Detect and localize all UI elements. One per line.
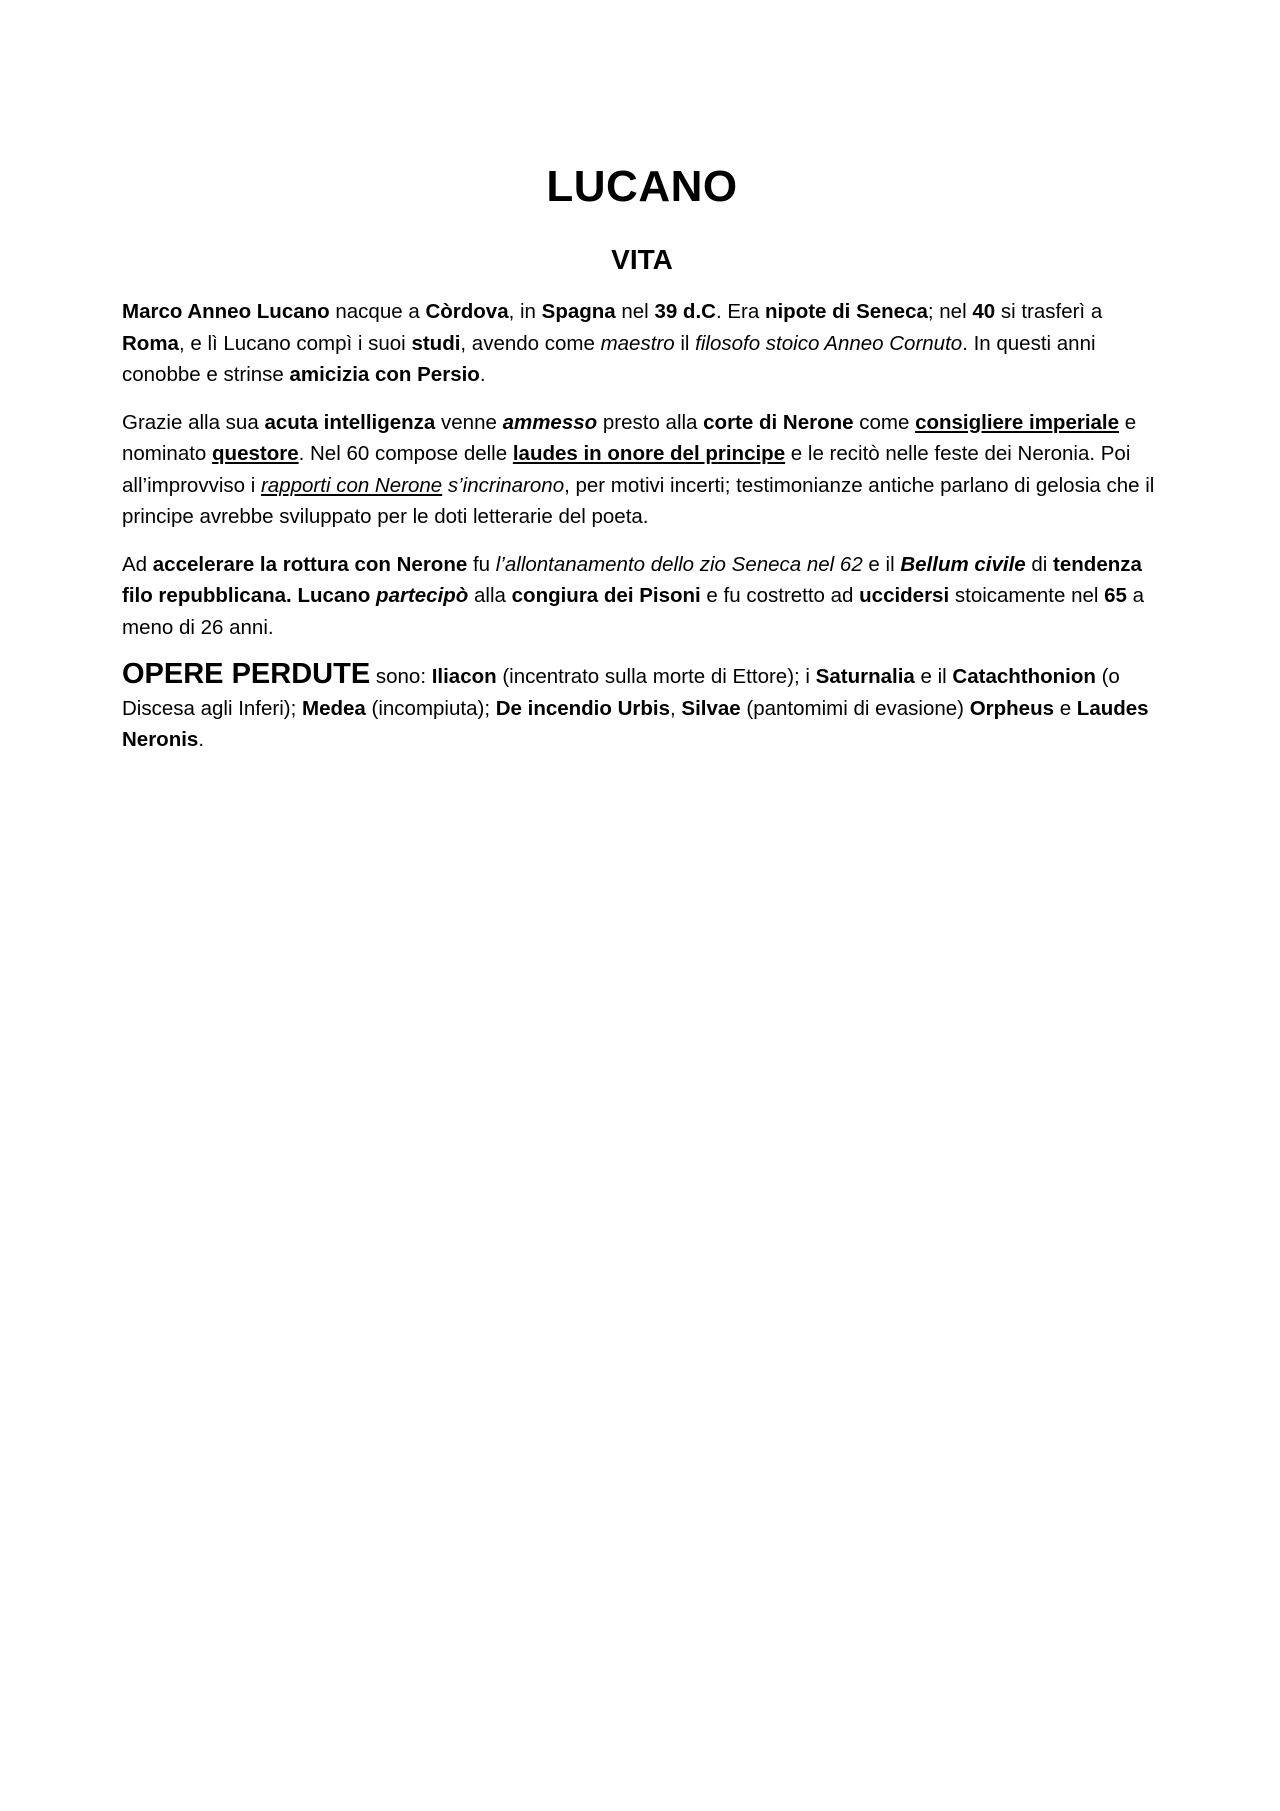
document-page (122, 158, 1162, 772)
text-span: (incompiuta); (365, 696, 496, 720)
paragraph-court (122, 407, 1162, 533)
work-iliacon: Iliacon (431, 665, 497, 688)
text-span: sono: (370, 665, 432, 688)
text-span: e le recitò nelle feste dei Neronia. Poi all’improvviso i (122, 442, 1131, 497)
work-de-incendio-urbis: De incendio Urbis (495, 696, 670, 720)
text-span: ; nel (927, 300, 973, 323)
text-span: si trasferì a (995, 300, 1103, 323)
term-questore: questore (212, 442, 299, 465)
text-span: a meno di 26 anni. (122, 584, 1145, 639)
text-span: come (853, 410, 916, 434)
text-span: e nominato (122, 410, 1137, 465)
text-span: di (1025, 552, 1054, 576)
term-rapporti-nerone: rapporti con Nerone (260, 473, 443, 497)
term-incrinarono: s’incrinarono (442, 473, 565, 497)
text-span: . Era (715, 300, 765, 323)
text-span: Grazie alla sua (122, 410, 265, 434)
term-uccidersi: uccidersi (859, 584, 950, 607)
text-span: . (479, 363, 486, 386)
text-span: e (1054, 696, 1077, 720)
text-span: (incentrato sulla morte di Ettore); i (496, 665, 816, 688)
text-span: . (286, 584, 298, 607)
term-consigliere-imperiale: consigliere imperiale (915, 410, 1120, 434)
paragraph-lost-works (122, 659, 1162, 756)
term-amicizia-persio: amicizia con Persio (289, 363, 480, 386)
name-anneo-cornuto: filosofo stoico Anneo Cornuto (695, 331, 963, 355)
text-span: , avendo come (460, 331, 601, 355)
text-span: nacque a (329, 300, 426, 323)
text-span: , e lì Lucano compì i suoi (178, 331, 412, 355)
text-span: venne (435, 410, 503, 434)
text-span: (pantomimi di evasione) (740, 696, 970, 720)
place-spagna: Spagna (541, 300, 616, 323)
text-span: . Nel 60 compose delle (298, 442, 513, 465)
text-span: stoicamente nel (949, 584, 1105, 607)
document-title: LUCANO (546, 162, 738, 211)
title-bellum-civile: Bellum civile (900, 552, 1026, 576)
term-congiura-pisoni: congiura dei Pisoni (511, 584, 701, 607)
place-roma: Roma (122, 331, 179, 355)
term-filo-repubblicana: tendenza filo repubblicana (122, 552, 1142, 607)
text-span: fu (467, 552, 496, 576)
term-maestro: maestro (600, 331, 675, 355)
text-span: . In questi anni conobbe e strinse (122, 331, 1096, 386)
text-span: e il (914, 665, 953, 688)
paragraph-rupture (122, 549, 1162, 644)
text-span: nel (615, 300, 655, 323)
year-birth: 39 d.C (654, 300, 716, 323)
text-span: presto alla (597, 410, 704, 434)
term-partecipo: partecipò (376, 584, 469, 607)
work-silvae: Silvae (681, 696, 741, 720)
term-studi: studi (411, 331, 461, 355)
text-span: (o Discesa agli Inferi); (122, 665, 1120, 720)
place-cordova: Còrdova (425, 300, 509, 323)
year-65: 65 (1104, 584, 1127, 607)
text-span: . (198, 728, 205, 751)
relation-seneca: nipote di Seneca (764, 300, 928, 323)
text-span: , (670, 696, 682, 720)
text-span: , per motivi incerti; testimonianze antiche parlano di gelosia che il principe avrebbe sviluppato per le doti letterarie del poeta. (122, 473, 1155, 528)
term-corte-nerone: corte di Nerone (703, 410, 854, 434)
text-span: il (674, 331, 696, 355)
term-allontanamento: l’allontanamento dello zio Seneca nel 62 (495, 552, 863, 576)
text-span: alla (468, 584, 512, 607)
term-acuta-intelligenza: acuta intelligenza (264, 410, 436, 434)
name-marco-anneo-lucano: Marco Anneo Lucano (122, 300, 330, 323)
term-laudes: laudes in onore del principe (512, 442, 786, 465)
text-span: e fu costretto ad (700, 584, 860, 607)
work-saturnalia: Saturnalia (815, 665, 915, 688)
year-40: 40 (972, 300, 996, 323)
term-accelerare-rottura: accelerare la rottura con Nerone (152, 552, 468, 576)
work-orpheus: Orpheus (969, 696, 1054, 720)
work-laudes-neronis: Laudes Neronis (122, 696, 1149, 751)
section-heading-opere-perdute: OPERE PERDUTE (122, 658, 371, 690)
work-medea: Medea (302, 696, 366, 720)
work-catachthonion: Catachthonion (952, 665, 1096, 688)
text-span: Ad (122, 552, 153, 576)
name-lucano: Lucano (297, 584, 371, 607)
text-span: e il (862, 552, 901, 576)
term-ammesso: ammesso (502, 410, 598, 434)
text-span: , in (508, 300, 542, 323)
paragraph-birth (122, 296, 1162, 391)
section-heading-vita: VITA (611, 244, 673, 275)
